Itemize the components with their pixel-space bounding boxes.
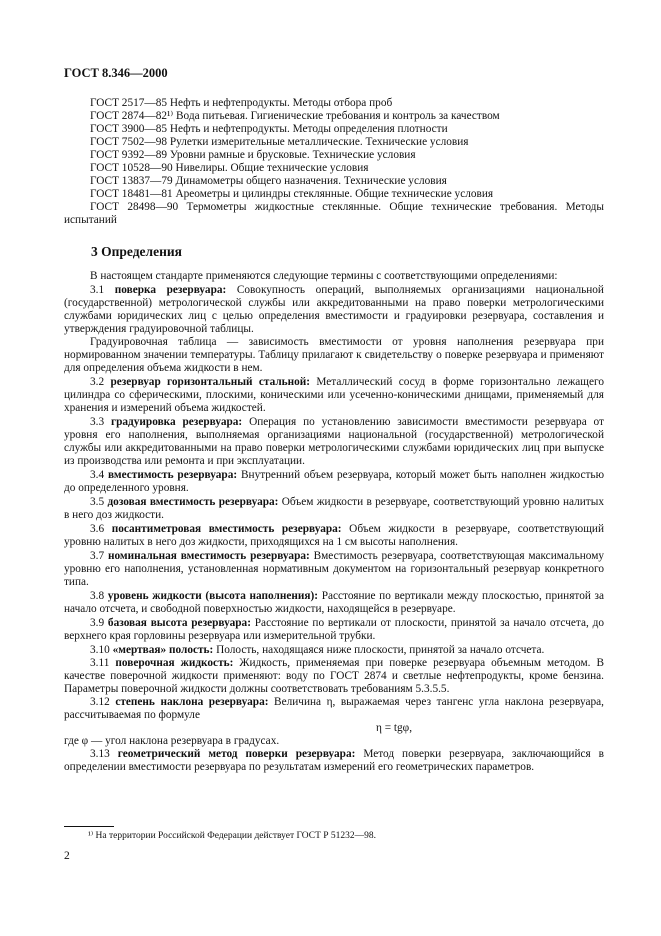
formula: η = tgφ, — [375, 722, 413, 734]
def-text: Расстояние по вертикали между плоскостью, принятой за начало отсчета, и свободной поверхностью жидкости, находящейся в резервуаре. — [64, 590, 604, 615]
references-list — [64, 97, 604, 227]
def-term: вместимость резервуара: — [108, 469, 238, 481]
definition-3-10 — [64, 644, 604, 657]
definition-3-5 — [64, 496, 604, 522]
definition-note: Градуировочная таблица — зависимость вместимости от уровня наполнения резервуара при нормированном значении температуры. Таблицу прилагают к свидетельству о поверке резервуара и применяют для определения объема жидкости в нем. — [64, 336, 604, 374]
def-number: 3.9 — [90, 617, 105, 629]
def-number: 3.12 — [90, 696, 110, 708]
def-term: градуировка резервуара: — [110, 416, 243, 428]
def-text: Жидкость, применяемая при поверке резервуара объемным методом. В качестве поверочной жидкости применяют: воду по ГОСТ 2874 и светлые нефтепродукты, кроме бензина. Параметры поверочной жидкости должны соответствовать требованиям 5.3.5.5. — [64, 657, 604, 695]
def-text: Метод поверки резервуара, заключающийся в определении вместимости резервуара по результатам измерений его геометрических параметров. — [64, 748, 605, 773]
def-number: 3.1 — [90, 284, 105, 296]
def-term: резервуар горизонтальный стальной: — [110, 376, 311, 388]
def-number: 3.6 — [90, 523, 105, 535]
def-text: Операция по установлению зависимости вместимости резервуара от уровня его наполнения, выполняемая организациями национальной (государственной) метрологической службы или аккредитованными на право поверки метрологическими службами юридических лиц при выпуске из производства или ремонта и при эксплуатации. — [64, 416, 604, 467]
def-number: 3.13 — [90, 748, 110, 760]
def-number: 3.4 — [90, 469, 105, 481]
formula-where: где φ — угол наклона резервуара в градусах. — [64, 735, 280, 747]
def-term: геометрический метод поверки резервуара: — [117, 748, 356, 760]
def-term: «мертвая» полость: — [112, 644, 214, 656]
intro-paragraph: В настоящем стандарте применяются следующие термины с соответствующими определениями: — [90, 270, 558, 282]
definition-3-3 — [64, 416, 604, 468]
def-text: Совокупность операций, выполняемых организациями национальной (государственной) метрологической службы или аккредитованными на право поверки метрологическими службами юридических лиц с целью определения вместимости и градуировки резервуара, составления и утверждения градуировочной таблицы. — [64, 284, 604, 335]
definition-3-4 — [64, 469, 604, 495]
def-term: номинальная вместимость резервуара: — [107, 550, 310, 562]
def-term: базовая высота резервуара: — [107, 617, 251, 629]
reference-item: ГОСТ 9392—89 Уровни рамные и брусковые. Технические условия — [90, 149, 416, 161]
def-term: поверочная жидкость: — [115, 657, 234, 669]
definition-3-7 — [64, 550, 604, 589]
def-number: 3.10 — [90, 644, 110, 656]
footnote: ¹⁾ На территории Российской Федерации действует ГОСТ Р 51232—98. — [88, 831, 377, 841]
definition-3-6 — [64, 523, 604, 549]
definition-3-13 — [64, 748, 604, 774]
reference-item: ГОСТ 3900—85 Нефть и нефтепродукты. Методы определения плотности — [90, 123, 448, 135]
reference-item: ГОСТ 10528—90 Нивелиры. Общие технические условия — [90, 162, 369, 174]
def-text: Объем жидкости в резервуаре, соответствующий уровню налитых в него доз жидкости. — [64, 496, 604, 521]
section-title: 3 Определения — [91, 244, 182, 259]
definitions-body — [64, 270, 604, 774]
def-text: Вместимость резервуара, соответствующая максимальному уровню его наполнения, установленная нормативным документом на горизонтальный резервуар конкретного типа. — [64, 550, 604, 588]
reference-item: ГОСТ 2517—85 Нефть и нефтепродукты. Методы отбора проб — [90, 97, 393, 109]
def-term: уровень жидкости (высота наполнения): — [107, 590, 319, 602]
reference-item: ГОСТ 18481—81 Ареометры и цилиндры стеклянные. Общие технические условия — [90, 188, 494, 200]
definition-3-12 — [64, 696, 604, 722]
def-text: Объем жидкости в резервуаре, соответствующий уровню налитых в него доз жидкости, приходящихся на 1 см высоты наполнения. — [64, 523, 605, 548]
def-number: 3.7 — [90, 550, 105, 562]
reference-item: ГОСТ 2874—82¹⁾ Вода питьевая. Гигиенические требования и контроль за качеством — [90, 110, 500, 122]
def-term: поверка резервуара: — [114, 284, 227, 296]
definition-3-1 — [64, 284, 604, 336]
def-text: Полость, находящаяся ниже плоскости, принятой за начало отсчета. — [216, 644, 545, 656]
def-term: дозовая вместимость резервуара: — [107, 496, 279, 508]
page-number: 2 — [64, 850, 70, 862]
definition-3-2 — [64, 376, 604, 415]
def-text: Расстояние по вертикали от плоскости, принятой за начало отсчета, до верхнего края горловины резервуара или измерительной трубки. — [64, 617, 605, 642]
def-number: 3.8 — [90, 590, 105, 602]
definition-3-11 — [64, 657, 604, 696]
reference-item: ГОСТ 13837—79 Динамометры общего назначения. Технические условия — [90, 175, 447, 187]
def-text: Величина η, выражаемая через тангенс угла наклона резервуара, рассчитываемая по формуле — [64, 696, 605, 721]
def-text: Металлический сосуд в форме горизонтально лежащего цилиндра со сферическими, плоскими, коническими или усеченно-коническими днищами, применяемый для хранения и измерений объема жидкостей. — [64, 376, 605, 414]
def-number: 3.3 — [90, 416, 105, 428]
document-header: ГОСТ 8.346—2000 — [64, 66, 168, 80]
def-number: 3.2 — [90, 376, 105, 388]
footnote-divider — [64, 826, 114, 827]
reference-item: ГОСТ 28498—90 Термометры жидкостные стеклянные. Общие технические требования. Методы испытаний — [64, 201, 604, 226]
def-number: 3.11 — [90, 657, 110, 669]
reference-item: ГОСТ 7502—98 Рулетки измерительные металлические. Технические условия — [90, 136, 469, 148]
definition-3-8 — [64, 590, 604, 616]
def-text: Внутренний объем резервуара, который может быть наполнен жидкостью до определенного уровня. — [64, 469, 605, 494]
def-term: степень наклона резервуара: — [115, 696, 269, 708]
definition-3-9 — [64, 617, 604, 643]
def-term: посантиметровая вместимость резервуара: — [111, 523, 342, 535]
def-number: 3.5 — [90, 496, 105, 508]
